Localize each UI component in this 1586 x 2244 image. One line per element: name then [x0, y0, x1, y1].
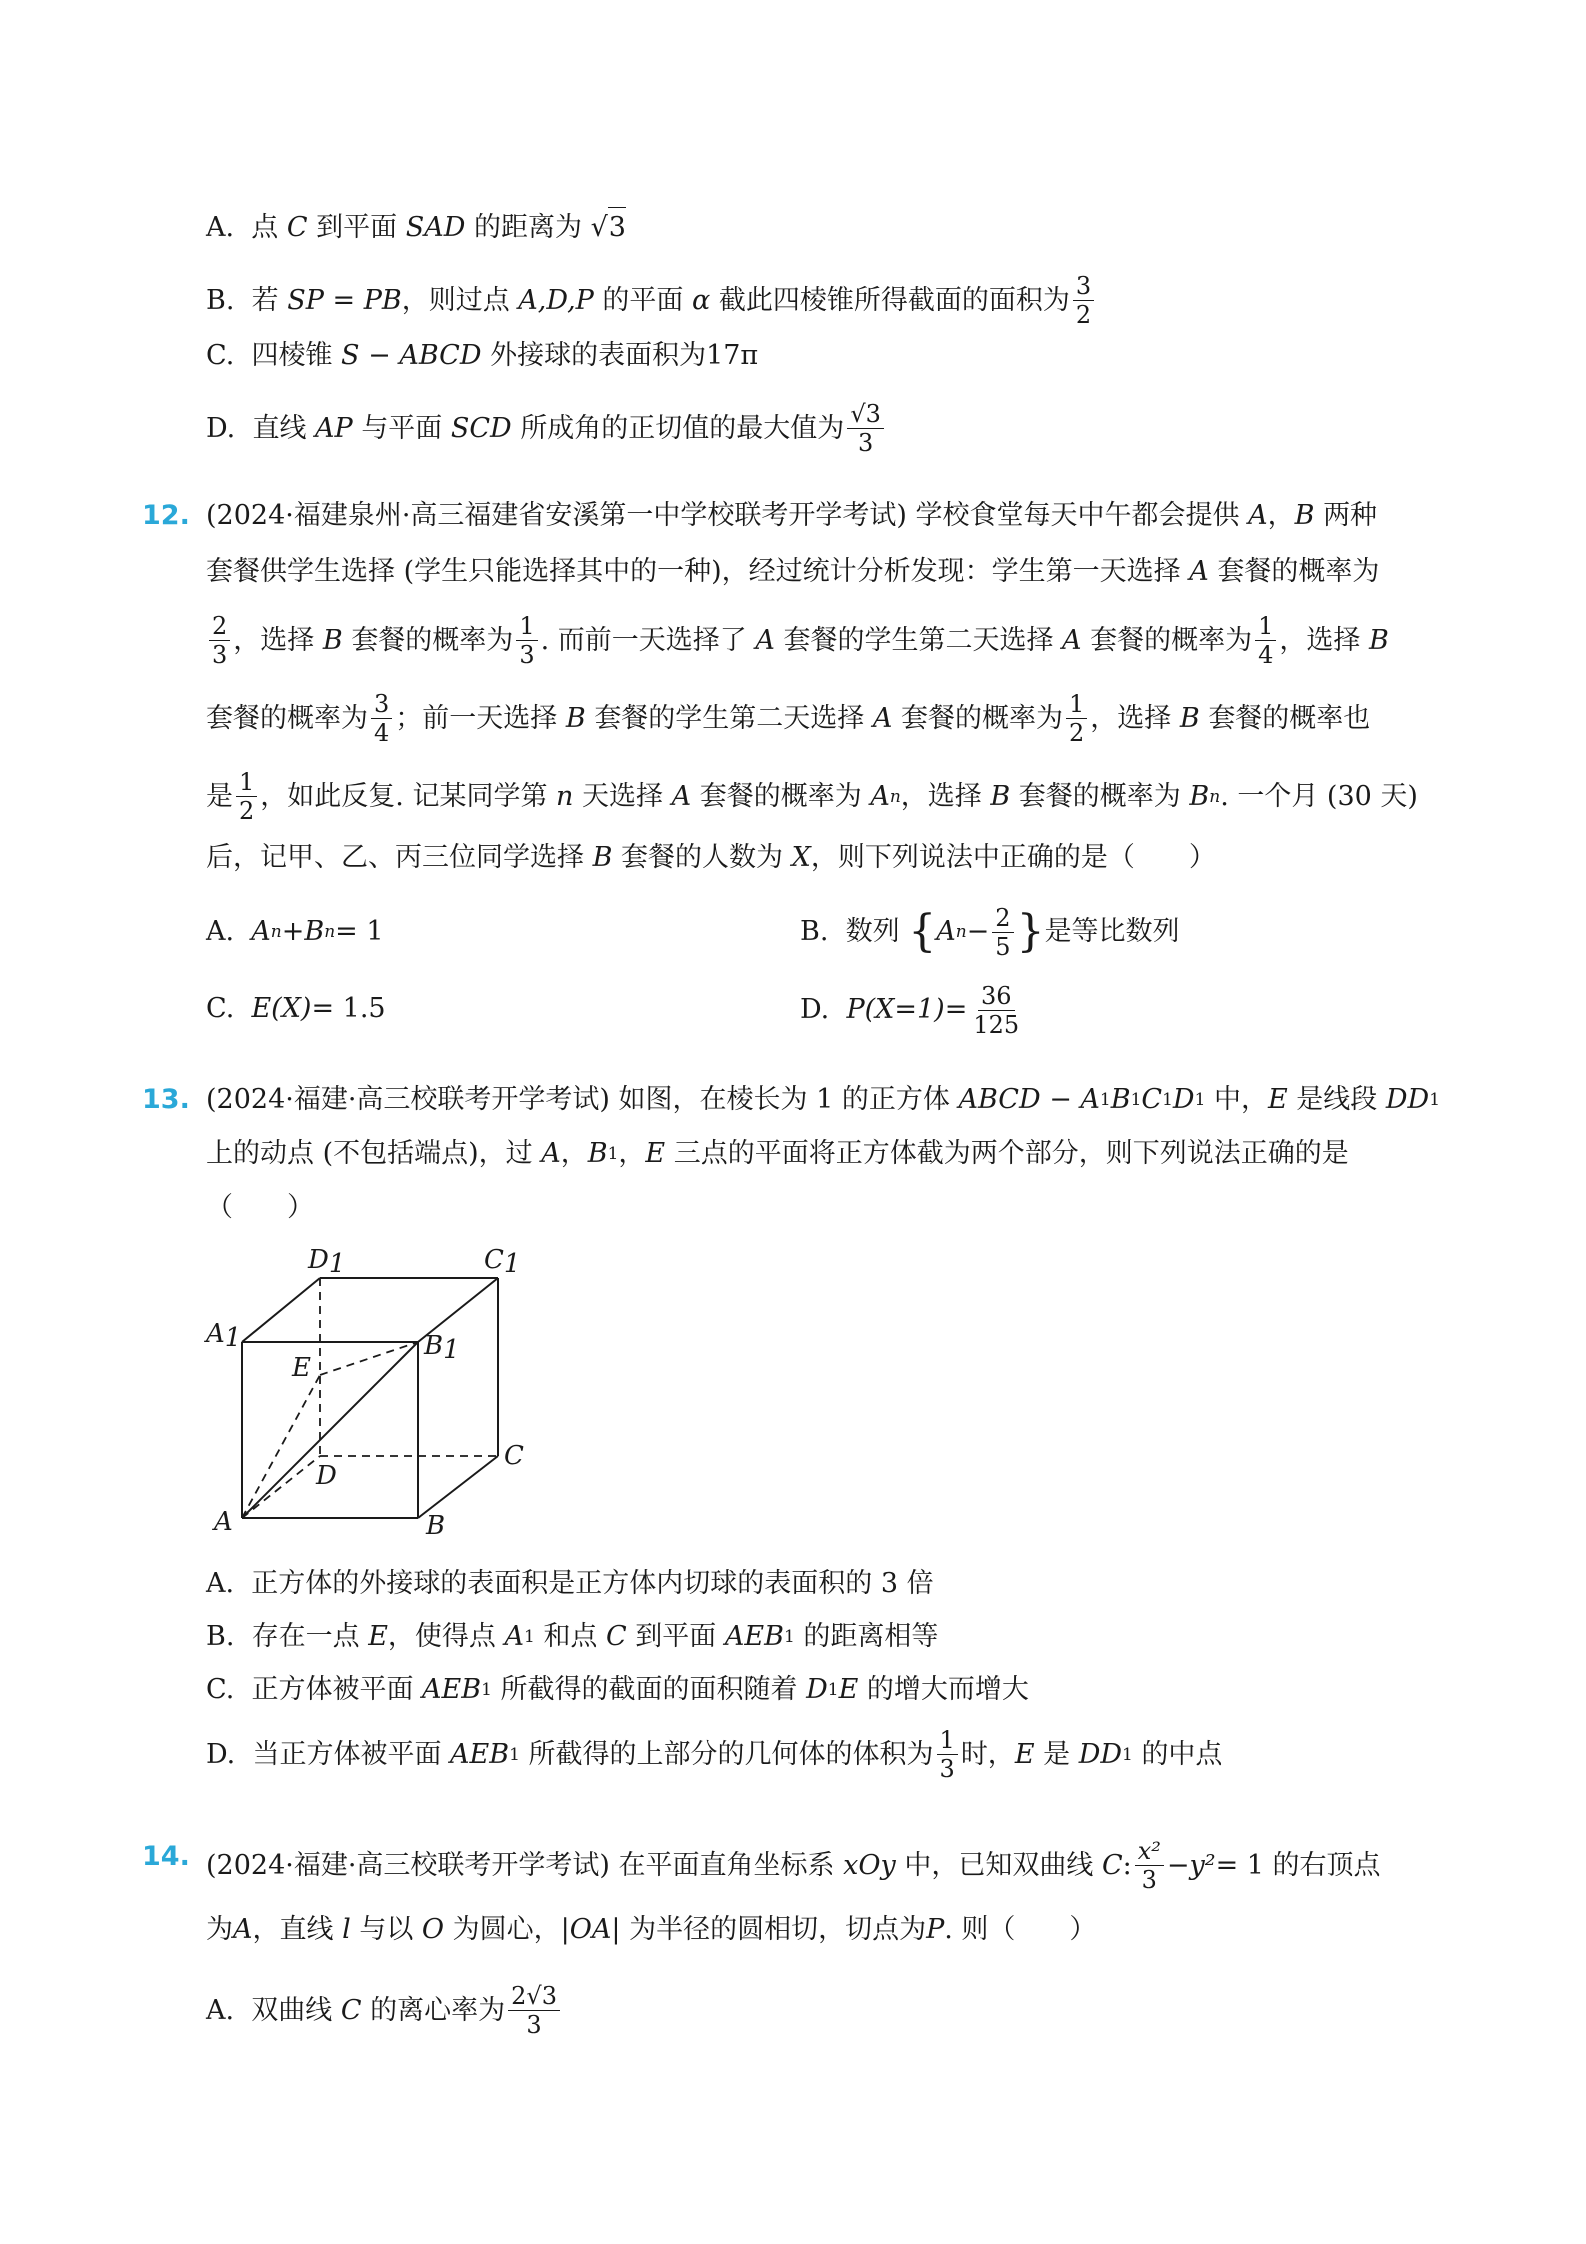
q12-option-b[interactable] — [800, 904, 1180, 960]
q13-line-1 — [206, 1080, 1446, 1120]
question-text: 套餐的概率为 — [1090, 624, 1253, 656]
frac-den: 3 — [519, 641, 535, 669]
option-text: 的中点 — [1141, 1738, 1223, 1770]
frac-num: 2√3 — [508, 1982, 560, 2011]
segment-eb1 — [320, 1342, 418, 1375]
frac-den: 3 — [1141, 1866, 1157, 1894]
math-sub: 1 — [783, 1627, 795, 1647]
question-text: 套餐的学生第二天选择 — [594, 702, 865, 734]
fraction — [371, 690, 392, 747]
option-label: C. — [206, 993, 235, 1024]
label-b: B — [426, 1511, 446, 1541]
q13-option-d[interactable] — [206, 1726, 1446, 1783]
math-var: E — [368, 1621, 388, 1652]
frac-den: 125 — [973, 1010, 1020, 1039]
question-text: (2024·福建泉州·高三福建省安溪第一中学校联考开学考试) 学校食堂每天中午都会提供 — [206, 500, 1240, 531]
question-text: ；前一天选择 — [395, 702, 558, 734]
answer-blank[interactable]: （ ） — [206, 1192, 314, 1223]
question-text: 与以 — [359, 1914, 414, 1945]
math-var: B — [565, 702, 586, 734]
math-op: − — [1166, 1849, 1190, 1881]
fraction — [937, 1726, 958, 1783]
punct: ， — [618, 1138, 646, 1169]
math-var: A — [1248, 500, 1268, 531]
cube-figure — [200, 1240, 540, 1550]
math-var: B — [1110, 1084, 1131, 1115]
fraction — [847, 400, 884, 457]
question-number: 12. — [142, 500, 190, 531]
math-op: = 1.5 — [311, 993, 386, 1024]
option-text: 正方体被平面 — [251, 1674, 414, 1705]
math-var: E — [645, 1138, 666, 1169]
question-text: 天选择 — [582, 780, 664, 812]
math-var: A,D,P — [518, 284, 594, 316]
answer-blank[interactable]: . 则（ ） — [944, 1914, 1097, 1945]
frac-den: 5 — [995, 932, 1011, 961]
math-var: A — [755, 624, 775, 656]
math-var: A — [870, 780, 890, 812]
fraction — [970, 982, 1022, 1039]
q11-option-a[interactable] — [206, 207, 1446, 248]
question-text: . 而前一天选择了 — [540, 624, 747, 656]
fraction — [516, 612, 537, 669]
math-var: D — [1172, 1084, 1195, 1115]
math-sub: 1 — [509, 1744, 520, 1765]
label-c1: C1 — [484, 1245, 521, 1279]
option-text: 双曲线 — [251, 1994, 333, 2026]
q12-line-5 — [206, 768, 1446, 825]
math-var: C — [1101, 1849, 1123, 1881]
edge-ad — [242, 1456, 320, 1518]
q13-option-a[interactable] — [206, 1564, 1446, 1604]
option-label: C. — [206, 1674, 235, 1705]
option-text: 与平面 — [361, 412, 443, 444]
question-text: 套餐的概率为 — [699, 780, 862, 812]
option-text: 的距离相等 — [803, 1621, 939, 1652]
frac-den: 3 — [939, 1755, 955, 1783]
option-text: 和点 — [543, 1621, 598, 1652]
label-e: E — [292, 1353, 311, 1383]
frac-den: 2 — [239, 797, 255, 825]
option-text: 所成角的正切值的最大值为 — [520, 412, 845, 444]
fraction — [508, 1982, 560, 2039]
math-var: B — [1294, 500, 1315, 531]
q13-line-2 — [206, 1134, 1446, 1174]
math-var: xOy — [843, 1849, 896, 1881]
option-label: D. — [206, 412, 236, 444]
math-op: = — [332, 284, 356, 316]
option-text: 四棱锥 — [251, 340, 333, 371]
option-text: 数列 — [845, 916, 900, 947]
math-var: C — [606, 1621, 627, 1652]
option-label: A. — [206, 211, 235, 243]
math-op: − — [966, 916, 990, 947]
question-text: 套餐的概率为 — [901, 702, 1063, 734]
math-sub: n — [324, 922, 336, 942]
option-text: 到平面 — [316, 211, 398, 243]
option-text: 外接球的表面积为17π — [490, 340, 759, 371]
math-var: AP — [315, 412, 353, 444]
frac-num: 1 — [937, 1726, 958, 1755]
math-var: S − ABCD — [341, 340, 482, 371]
q12-line-1 — [206, 496, 1446, 536]
question-text: 是线段 — [1296, 1084, 1378, 1115]
q12-line-4 — [206, 690, 1446, 747]
fraction — [209, 612, 230, 669]
option-label: B. — [800, 916, 829, 947]
frac-den: 2 — [1075, 301, 1092, 329]
math-var: D — [806, 1674, 828, 1705]
math-sub: 1 — [1194, 1090, 1206, 1110]
math-sub: 1 — [1162, 1090, 1173, 1110]
option-text: 时， — [960, 1738, 1015, 1770]
question-text: ，选择 — [1090, 702, 1172, 734]
q12-line-6 — [206, 838, 1446, 878]
math-op: = 1 — [335, 916, 384, 947]
option-text: 到平面 — [635, 1621, 717, 1652]
question-text: (2024·福建·高三校联考开学考试) 如图，在棱长为 1 的正方体 — [206, 1084, 950, 1115]
fraction — [1066, 690, 1087, 747]
option-text: 截此四棱锥所得截面的面积为 — [718, 284, 1070, 316]
math-op: = — [944, 994, 968, 1025]
q13-line-3 — [206, 1188, 1446, 1228]
math-var: E — [1014, 1738, 1035, 1770]
fraction — [1135, 1837, 1164, 1894]
frac-den: 3 — [526, 2011, 542, 2039]
math-var: B — [1369, 624, 1389, 656]
math-var: B — [304, 916, 325, 947]
punct: ， — [560, 1138, 588, 1169]
frac-den: 2 — [1069, 719, 1085, 747]
punct: : — [1122, 1849, 1132, 1881]
question-text: . 一个月 (30 天) — [1220, 780, 1418, 812]
math-var: X — [791, 842, 811, 873]
segment-ae — [242, 1375, 320, 1518]
frac-num: 1 — [1255, 612, 1276, 641]
q11-option-d[interactable] — [206, 400, 1446, 457]
math-var: DD — [1385, 1084, 1430, 1115]
right-brace: } — [1016, 906, 1045, 957]
label-c: C — [504, 1441, 524, 1471]
question-text: 是 — [206, 780, 233, 812]
math-var: O — [421, 1914, 445, 1945]
answer-blank[interactable]: ，则下列说法中正确的是（ ） — [810, 842, 1216, 873]
math-var: A — [233, 1914, 253, 1945]
label-a1: A1 — [206, 1319, 242, 1353]
math-expr: |OA| — [560, 1914, 621, 1945]
question-text: 中， — [1213, 1084, 1268, 1115]
question-text: = 1 的右顶点 — [1215, 1849, 1381, 1881]
math-var: E — [838, 1674, 859, 1705]
question-text: 套餐的概率也 — [1208, 702, 1371, 734]
q14-line-2 — [206, 1910, 1446, 1950]
q13-option-b[interactable] — [206, 1617, 1446, 1657]
math-sub: 1 — [827, 1680, 839, 1700]
q12-line-2 — [206, 552, 1446, 592]
math-var: B — [587, 1138, 608, 1169]
math-var: α — [692, 284, 711, 316]
question-text: ，直线 — [252, 1914, 334, 1945]
q11-option-c[interactable] — [206, 336, 1446, 376]
question-text: 套餐的概率为 — [206, 702, 368, 734]
math-var: AEB — [724, 1621, 784, 1652]
question-text: 上的动点 (不包括端点)，过 — [206, 1138, 533, 1169]
question-text: ，选择 — [900, 780, 982, 812]
frac-den: 4 — [1258, 641, 1274, 669]
math-var: SP — [287, 284, 324, 316]
question-text: 套餐的概率为 — [351, 624, 514, 656]
option-text: ，则过点 — [401, 284, 510, 316]
label-d1: D1 — [308, 1245, 346, 1279]
q14-line-1 — [206, 1837, 1446, 1894]
math-sub: 1 — [1122, 1744, 1133, 1765]
fraction — [992, 904, 1013, 961]
q12-option-d[interactable] — [800, 982, 1025, 1038]
question-text: 后，记甲、乙、丙三位同学选择 — [206, 842, 584, 873]
math-expr: E(X) — [251, 993, 312, 1024]
math-var: ABCD − A — [958, 1084, 1100, 1115]
math-var: A — [504, 1621, 525, 1652]
math-var: DD — [1078, 1738, 1123, 1770]
option-text: 存在一点 — [251, 1621, 360, 1652]
question-text: ，如此反复. 记某同学第 — [260, 780, 548, 812]
option-text: 直线 — [252, 412, 307, 444]
math-var: n — [556, 780, 574, 812]
math-var: A — [671, 780, 692, 812]
math-var: AEB — [450, 1738, 510, 1770]
question-text: 为 — [206, 1914, 233, 1945]
frac-num: 36 — [978, 982, 1015, 1011]
math-var: AEB — [422, 1674, 482, 1705]
option-label: A. — [206, 1994, 235, 2026]
question-text: 套餐的学生第二天选择 — [783, 624, 1054, 656]
question-text: (2024·福建·高三校联考开学考试) 在平面直角坐标系 — [206, 1849, 835, 1881]
label-d: D — [316, 1461, 337, 1491]
question-text: 为圆心， — [452, 1914, 561, 1945]
math-sub: 1 — [607, 1144, 619, 1164]
frac-num: 3 — [1073, 272, 1094, 301]
q12-option-c[interactable] — [206, 989, 386, 1029]
q11-option-b[interactable] — [206, 272, 1446, 329]
option-label: D. — [800, 994, 830, 1025]
left-brace: { — [908, 906, 937, 957]
frac-num: x² — [1135, 1837, 1164, 1866]
math-var: SAD — [405, 211, 466, 243]
math-sub: 1 — [481, 1680, 492, 1700]
option-text: 的距离为 — [473, 211, 582, 243]
math-var: P — [926, 1914, 945, 1945]
fraction — [1073, 272, 1094, 329]
math-sub: 1 — [524, 1627, 535, 1647]
math-var: y² — [1189, 1849, 1216, 1881]
frac-num: √3 — [847, 400, 884, 429]
question-text: 套餐供学生选择 (学生只能选择其中的一种)，经过统计分析发现：学生第一天选择 — [206, 556, 1181, 587]
option-text: 所截得的上部分的几何体的体积为 — [528, 1738, 934, 1770]
option-text: 的平面 — [602, 284, 684, 316]
math-var: A — [1189, 556, 1209, 587]
math-var: B — [990, 780, 1011, 812]
fraction — [1255, 612, 1276, 669]
option-text: 若 — [251, 284, 279, 316]
frac-num: 3 — [371, 690, 392, 719]
frac-num: 1 — [236, 768, 257, 797]
question-text: 套餐的人数为 — [621, 842, 784, 873]
frac-den: 3 — [212, 641, 228, 669]
q13-option-c[interactable] — [206, 1670, 1446, 1710]
math-var: PB — [363, 284, 402, 316]
q12-line-3 — [206, 612, 1446, 669]
question-text: 中，已知双曲线 — [904, 1849, 1094, 1881]
question-number: 13. — [142, 1084, 190, 1115]
math-var: A — [251, 916, 271, 947]
math-sub: n — [955, 922, 967, 942]
question-text: ，选择 — [1279, 624, 1361, 656]
option-text: 的增大而增大 — [866, 1674, 1029, 1705]
math-var: SCD — [450, 412, 512, 444]
question-text: 套餐的概率为 — [1217, 556, 1380, 587]
option-label: A. — [206, 1568, 235, 1599]
math-var: A — [541, 1138, 561, 1169]
question-text: 两种 — [1323, 500, 1378, 531]
math-num: 3 — [608, 207, 626, 248]
frac-num: 1 — [1066, 690, 1087, 719]
frac-den: 3 — [857, 429, 874, 457]
math-sub: n — [270, 922, 282, 942]
math-var: E — [1267, 1084, 1288, 1115]
cube-solid-edges — [242, 1278, 498, 1518]
sqrt-sign: √ — [590, 211, 608, 243]
option-label: B. — [206, 284, 235, 316]
math-var: B — [322, 624, 343, 656]
math-var: A — [936, 916, 956, 947]
math-sub: n — [889, 786, 901, 807]
cube-hidden-edges — [242, 1278, 498, 1518]
option-label: A. — [206, 916, 235, 947]
option-text: 的离心率为 — [370, 1994, 506, 2026]
math-var: A — [872, 702, 893, 734]
fraction — [236, 768, 257, 825]
q14-option-a[interactable] — [206, 1982, 1446, 2039]
question-text: ，选择 — [233, 624, 315, 656]
frac-num: 2 — [209, 612, 230, 641]
math-var: C — [1141, 1084, 1163, 1115]
frac-num: 2 — [992, 904, 1013, 933]
option-text: 所截得的截面的面积随着 — [500, 1674, 798, 1705]
math-var: B — [1189, 780, 1210, 812]
math-expr: P(X=1) — [846, 994, 945, 1025]
option-label: B. — [206, 1621, 235, 1652]
edge-a1d1 — [242, 1278, 320, 1342]
option-text: 是 — [1043, 1738, 1071, 1770]
math-var: B — [592, 842, 613, 873]
label-a: A — [214, 1507, 233, 1537]
option-label: C. — [206, 340, 235, 371]
question-text: 套餐的概率为 — [1018, 780, 1181, 812]
option-text: 是等比数列 — [1044, 916, 1180, 947]
option-text: 正方体的外接球的表面积是正方体内切球的表面积的 3 倍 — [251, 1568, 934, 1599]
math-var: C — [286, 211, 308, 243]
frac-den: 4 — [374, 719, 390, 747]
option-text: ，使得点 — [387, 1621, 496, 1652]
option-text: 当正方体被平面 — [252, 1738, 442, 1770]
label-b1: B1 — [424, 1331, 460, 1365]
math-sub: 1 — [1429, 1090, 1441, 1110]
math-sub: 1 — [1130, 1090, 1142, 1110]
option-text: 点 — [251, 211, 279, 243]
edge-bc — [418, 1456, 498, 1518]
math-var: B — [1179, 702, 1200, 734]
math-sub: n — [1209, 786, 1221, 807]
q12-option-a[interactable] — [206, 912, 384, 952]
math-var: A — [1062, 624, 1082, 656]
option-label: D. — [206, 1738, 236, 1770]
math-var: C — [340, 1994, 362, 2026]
math-var: l — [342, 1914, 351, 1945]
punct: ， — [1267, 500, 1295, 531]
frac-num: 1 — [516, 612, 537, 641]
question-text: 为半径的圆相切，切点为 — [629, 1914, 927, 1945]
question-text: 三点的平面将正方体截为两个部分，则下列说法正确的是 — [673, 1138, 1349, 1169]
question-number: 14. — [142, 1841, 190, 1872]
math-op: + — [281, 916, 305, 947]
math-sub: 1 — [1099, 1090, 1111, 1110]
diagonal-ab1 — [242, 1342, 418, 1518]
